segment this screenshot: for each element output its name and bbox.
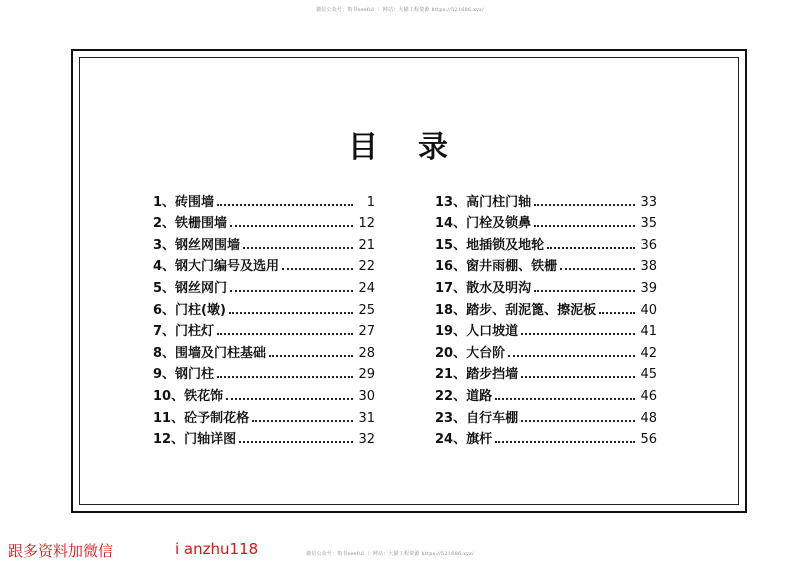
toc-entry	[153, 426, 375, 448]
toc-leader-dots	[521, 420, 635, 422]
toc-entry	[435, 296, 657, 318]
toc-leader-dots	[252, 420, 353, 422]
watermark-bottom: 微信公众号：筑书seeful ｜ 网站：大猫工程资源 https://521686.xyz/	[306, 551, 474, 557]
toc-entry-page: 32	[358, 432, 375, 448]
toc-entry-page: 27	[358, 324, 375, 340]
toc-leader-dots	[217, 376, 353, 378]
toc-entry-page: 40	[640, 302, 657, 318]
toc-entry-page: 25	[358, 302, 375, 318]
toc-entry-page: 31	[358, 410, 375, 426]
toc-entry	[153, 296, 375, 318]
toc-leader-dots	[269, 355, 353, 357]
toc-entry-page: 48	[640, 410, 657, 426]
toc-entry-page: 35	[640, 216, 657, 232]
toc-entry	[435, 339, 657, 361]
toc-entry-label: 18、踏步、刮泥篦、擦泥板	[435, 302, 597, 318]
toc-leader-dots	[495, 398, 635, 400]
toc-entry	[435, 188, 657, 210]
footer-wechat-id: i anzhu118	[175, 540, 259, 558]
toc-entry-label: 17、散水及明沟	[435, 280, 532, 296]
toc-entry-label: 11、砼予制花格	[153, 410, 250, 426]
toc-leader-dots	[217, 204, 353, 206]
toc-entry	[435, 382, 657, 404]
toc-entry-page: 56	[640, 432, 657, 448]
toc-entry-page: 38	[640, 259, 657, 275]
toc-leader-dots	[547, 247, 635, 249]
toc-entry-label: 8、围墙及门柱基础	[153, 345, 267, 361]
toc-entry-label: 16、窗井雨棚、铁栅	[435, 259, 558, 275]
toc-entry	[435, 231, 657, 253]
toc-leader-dots	[230, 225, 353, 227]
toc-leader-dots	[521, 333, 635, 335]
toc-column-left	[153, 188, 375, 447]
toc-entry	[153, 231, 375, 253]
toc-entry-page: 42	[640, 345, 657, 361]
toc-entry-page: 39	[640, 280, 657, 296]
toc-entry	[153, 339, 375, 361]
toc-entry	[435, 426, 657, 448]
toc-entry-page: 21	[358, 237, 375, 253]
toc-entry-label: 10、铁花饰	[153, 388, 224, 404]
toc-leader-dots	[230, 290, 353, 292]
toc-leader-dots	[282, 268, 353, 270]
toc-leader-dots	[508, 355, 635, 357]
toc-entry	[153, 318, 375, 340]
toc-entry	[435, 361, 657, 383]
toc-entry-label: 23、自行车棚	[435, 410, 519, 426]
toc-entry	[435, 274, 657, 296]
toc-entry-label: 6、门柱(墩)	[153, 302, 226, 318]
toc-entry-label: 1、砖围墙	[153, 194, 215, 210]
toc-entry	[435, 210, 657, 232]
toc-entry-label: 19、人口坡道	[435, 324, 519, 340]
toc-entry-page: 29	[358, 367, 375, 383]
toc-leader-dots	[534, 204, 635, 206]
toc-leader-dots	[243, 247, 353, 249]
toc-entry	[435, 318, 657, 340]
toc-entry-page: 22	[358, 259, 375, 275]
toc-entry-label: 5、钢丝网门	[153, 280, 228, 296]
toc-entry-label: 14、门栓及锁鼻	[435, 216, 532, 232]
toc-entry-page: 36	[640, 237, 657, 253]
toc-entry-label: 24、旗杆	[435, 432, 493, 448]
toc-entry	[153, 188, 375, 210]
toc-entry	[153, 361, 375, 383]
footer-contact-text: 跟多资料加微信	[8, 542, 114, 560]
toc-entry-label: 13、高门柱门轴	[435, 194, 532, 210]
toc-leader-dots	[599, 312, 635, 314]
toc-leader-dots	[217, 333, 353, 335]
toc-entry	[153, 210, 375, 232]
toc-entry-label: 22、道路	[435, 388, 493, 404]
toc-leader-dots	[495, 441, 635, 443]
toc-entry-page: 41	[640, 324, 657, 340]
toc-entry	[153, 382, 375, 404]
toc-entry-label: 9、钢门柱	[153, 367, 215, 383]
toc-entry	[435, 404, 657, 426]
watermark-top: 微信公众号：筑书seeful ｜ 网站：大猫工程资源 https://521686.xyz/	[316, 7, 484, 13]
toc-entry-label: 21、踏步挡墙	[435, 367, 519, 383]
toc-entry	[153, 274, 375, 296]
toc-entry-page: 28	[358, 345, 375, 361]
toc-entry	[153, 253, 375, 275]
toc-entry-label: 15、地插锁及地轮	[435, 237, 545, 253]
toc-entry-label: 3、钢丝网围墙	[153, 237, 241, 253]
toc-entry-page: 1	[366, 194, 375, 210]
toc-leader-dots	[534, 225, 635, 227]
toc-entry	[435, 253, 657, 275]
toc-column-right	[435, 188, 657, 447]
toc-leader-dots	[229, 312, 353, 314]
toc-entry-label: 12、门轴详图	[153, 432, 237, 448]
toc-entry-label: 2、铁栅围墙	[153, 216, 228, 232]
toc-entry-page: 30	[358, 388, 375, 404]
toc-entry-page: 46	[640, 388, 657, 404]
toc-leader-dots	[239, 441, 353, 443]
toc-entry-label: 4、钢大门编号及选用	[153, 259, 280, 275]
toc-entry-page: 45	[640, 367, 657, 383]
toc-leader-dots	[226, 398, 353, 400]
toc-entry-page: 33	[640, 194, 657, 210]
toc-entry-page: 24	[358, 280, 375, 296]
toc-entry-label: 20、大台阶	[435, 345, 506, 361]
toc-entry	[153, 404, 375, 426]
toc-leader-dots	[560, 268, 635, 270]
toc-leader-dots	[521, 376, 635, 378]
page-title: 目录	[348, 130, 488, 165]
toc-entry-page: 12	[358, 216, 375, 232]
toc-leader-dots	[534, 290, 635, 292]
toc-entry-label: 7、门柱灯	[153, 324, 215, 340]
